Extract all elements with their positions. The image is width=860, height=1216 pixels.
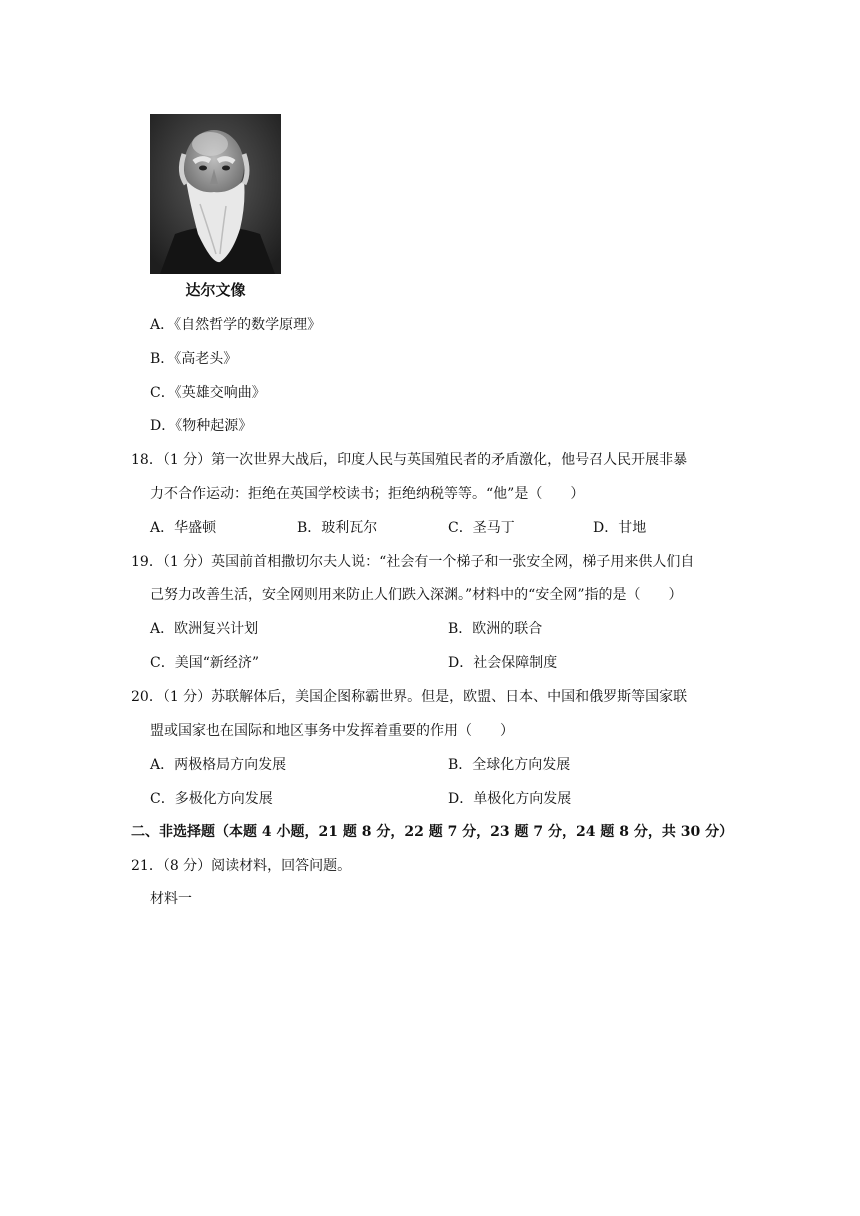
q18-stem-line-1: 18．（1 分）第一次世界大战后，印度人民与英国殖民者的矛盾激化，他号召人民开展非暴 xyxy=(131,452,688,468)
option-text: 玻利瓦尔 xyxy=(321,520,378,536)
option-text: 华盛顿 xyxy=(174,520,217,536)
q18-option-a xyxy=(150,518,216,538)
option-letter: A． xyxy=(150,520,175,536)
q19-option-c xyxy=(150,653,259,673)
option-letter: C． xyxy=(150,385,175,401)
option-text: 甘地 xyxy=(618,520,647,536)
option-letter: C． xyxy=(150,655,175,671)
q18-option-b xyxy=(297,518,377,538)
q19-option-a xyxy=(150,619,258,639)
option-letter: C． xyxy=(150,791,175,807)
option-text: 《自然哲学的数学原理》 xyxy=(174,317,322,333)
darwin-portrait-image xyxy=(150,114,281,274)
option-text: 《英雄交响曲》 xyxy=(174,385,266,401)
option-letter: A． xyxy=(150,757,175,773)
q20-stem-line-2: 盟或国家也在国际和地区事务中发挥着重要的作用（ ） xyxy=(150,723,514,739)
q21-material-label: 材料一 xyxy=(150,891,192,907)
option-text: 美国“新经济” xyxy=(174,655,260,671)
option-text: 圣马丁 xyxy=(472,520,515,536)
option-text: 单极化方向发展 xyxy=(473,791,572,807)
option-text: 《高老头》 xyxy=(174,351,238,367)
option-text: 全球化方向发展 xyxy=(472,757,571,773)
option-letter: B． xyxy=(150,351,175,367)
option-letter: D． xyxy=(448,655,474,671)
q19-option-d xyxy=(448,653,557,673)
q17-option-d xyxy=(150,416,252,436)
portrait-caption: 达尔文像 xyxy=(185,281,246,299)
option-letter: B． xyxy=(297,520,322,536)
q18-stem-line-2: 力不合作运动：拒绝在英国学校读书；拒绝纳税等等。“他”是（ ） xyxy=(150,486,585,502)
q18-option-c xyxy=(448,518,515,538)
q17-option-a xyxy=(150,315,321,335)
q17-option-b xyxy=(150,349,237,369)
q19-stem-line-1: 19．（1 分）英国前首相撒切尔夫人说：“社会有一个梯子和一张安全网，梯子用来供人们自 xyxy=(131,554,695,570)
option-letter: D． xyxy=(150,418,176,434)
option-letter: A． xyxy=(150,621,175,637)
q18-option-d xyxy=(593,518,646,538)
option-letter: C． xyxy=(448,520,473,536)
q20-option-a xyxy=(150,755,286,775)
section-heading: 二、非选择题（本题 4 小题，21 题 8 分，22 题 7 分，23 题 7 分，24 题 8 分，共 30 分） xyxy=(131,824,734,840)
option-letter: A． xyxy=(150,317,175,333)
q21-stem: 21．（8 分）阅读材料，回答问题。 xyxy=(131,858,352,874)
option-text: 《物种起源》 xyxy=(175,418,253,434)
q17-option-c xyxy=(150,383,266,403)
option-text: 社会保障制度 xyxy=(473,655,558,671)
portrait-illustration xyxy=(150,114,281,274)
option-letter: D． xyxy=(448,791,474,807)
option-letter: D． xyxy=(593,520,619,536)
option-text: 多极化方向发展 xyxy=(174,791,273,807)
q20-stem-line-1: 20．（1 分）苏联解体后，美国企图称霸世界。但是，欧盟、日本、中国和俄罗斯等国家联 xyxy=(131,689,688,705)
option-letter: B． xyxy=(448,621,473,637)
option-text: 欧洲复兴计划 xyxy=(174,621,259,637)
option-text: 欧洲的联合 xyxy=(472,621,543,637)
q20-option-b xyxy=(448,755,570,775)
option-text: 两极格局方向发展 xyxy=(174,757,287,773)
option-letter: B． xyxy=(448,757,473,773)
q19-stem-line-2: 己努力改善生活，安全网则用来防止人们跌入深渊。”材料中的“安全网”指的是（ ） xyxy=(150,587,683,603)
q19-option-b xyxy=(448,619,542,639)
q20-option-d xyxy=(448,789,571,809)
q20-option-c xyxy=(150,789,273,809)
